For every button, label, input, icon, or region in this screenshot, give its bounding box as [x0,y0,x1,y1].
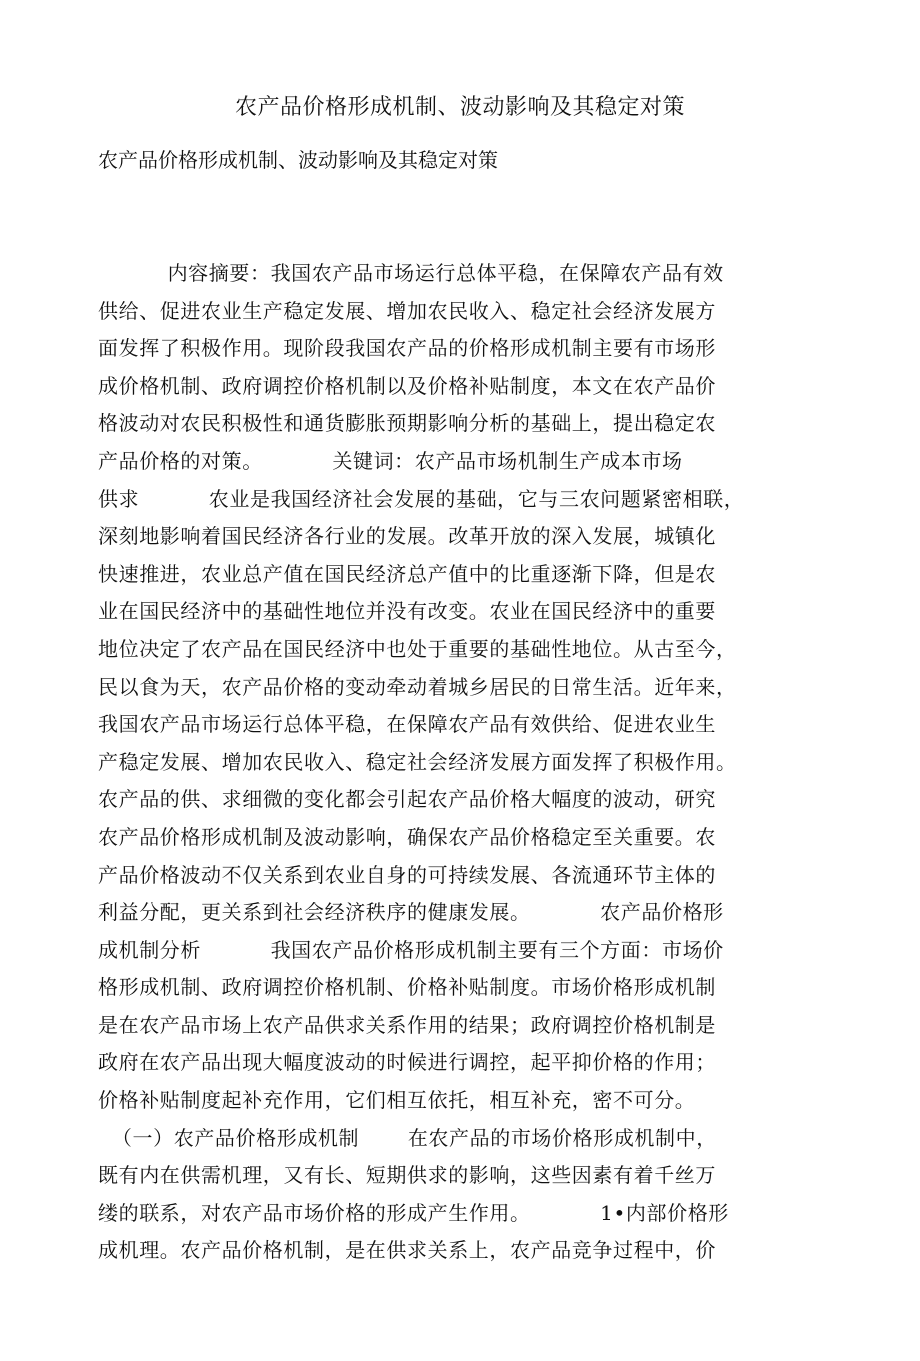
body-line: 农产品价格形成机制及波动影响，确保农产品价格稳定至关重要。农 [98,824,716,849]
body-line: 民以食为天，农产品价格的变动牵动着城乡居民的日常生活。近年来， [98,674,737,699]
body-line: 价格补贴制度起补充作用，它们相互依托，相互补充，密不可分。 [98,1088,696,1113]
body-line: 既有内在供需机理，又有长、短期供求的影响，这些因素有着千丝万 [98,1163,716,1188]
body-line: 政府在农产品出现大幅度波动的时候进行调控，起平抑价格的作用； [98,1050,716,1075]
body-line: （一）农产品价格形成机制 在农产品的市场价格形成机制中， [98,1125,717,1150]
document-body [98,258,744,1273]
body-line: 格形成机制、政府调控价格机制、价格补贴制度。市场价格形成机制 [98,975,716,1000]
body-line: 快速推进，农业总产值在国民经济总产值中的比重逐渐下降，但是农 [98,561,716,586]
body-line: 缕的联系，对农产品市场价格的形成产生作用。 1•内部价格形 [98,1200,729,1225]
body-line: 面发挥了积极作用。现阶段我国农产品的价格形成机制主要有市场形 [98,336,716,361]
body-line: 地位决定了农产品在国民经济中也处于重要的基础性地位。从古至今， [98,636,737,661]
document-subtitle: 农产品价格形成机制、波动影响及其稳定对策 [98,148,498,172]
body-line: 供给、促进农业生产稳定发展、增加农民收入、稳定社会经济发展方 [98,298,716,323]
body-line: 成机理。农产品价格机制，是在供求关系上，农产品竞争过程中，价 [98,1238,716,1263]
body-line: 成机制分析 我国农产品价格形成机制主要有三个方面：市场价 [98,937,724,962]
body-line: 产品价格波动不仅关系到农业自身的可持续发展、各流通环节主体的 [98,862,716,887]
body-line: 供求 农业是我国经济社会发展的基础，它与三农问题紧密相联， [98,486,745,511]
body-line: 业在国民经济中的基础性地位并没有改变。农业在国民经济中的重要 [98,599,716,624]
body-line: 成价格机制、政府调控价格机制以及价格补贴制度，本文在农产品价 [98,373,716,398]
body-line: 产品价格的对策。 关键词：农产品市场机制生产成本市场 [98,448,683,473]
body-line: 产稳定发展、增加农民收入、稳定社会经济发展方面发挥了积极作用。 [98,749,737,774]
body-line: 是在农产品市场上农产品供求关系作用的结果；政府调控价格机制是 [98,1012,716,1037]
body-line: 利益分配，更关系到社会经济秩序的健康发展。 农产品价格形 [98,900,724,925]
body-line: 我国农产品市场运行总体平稳，在保障农产品有效供给、促进农业生 [98,712,716,737]
body-line: 农产品的供、求细微的变化都会引起农产品价格大幅度的波动，研究 [98,787,716,812]
document-title: 农产品价格形成机制、波动影响及其稳定对策 [234,95,685,120]
body-line: 格波动对农民积极性和通货膨胀预期影响分析的基础上，提出稳定农 [98,411,716,436]
body-line: 深刻地影响着国民经济各行业的发展。改革开放的深入发展，城镇化 [98,524,716,549]
body-line: 内容摘要：我国农产品市场运行总体平稳，在保障农产品有效 [98,261,724,285]
